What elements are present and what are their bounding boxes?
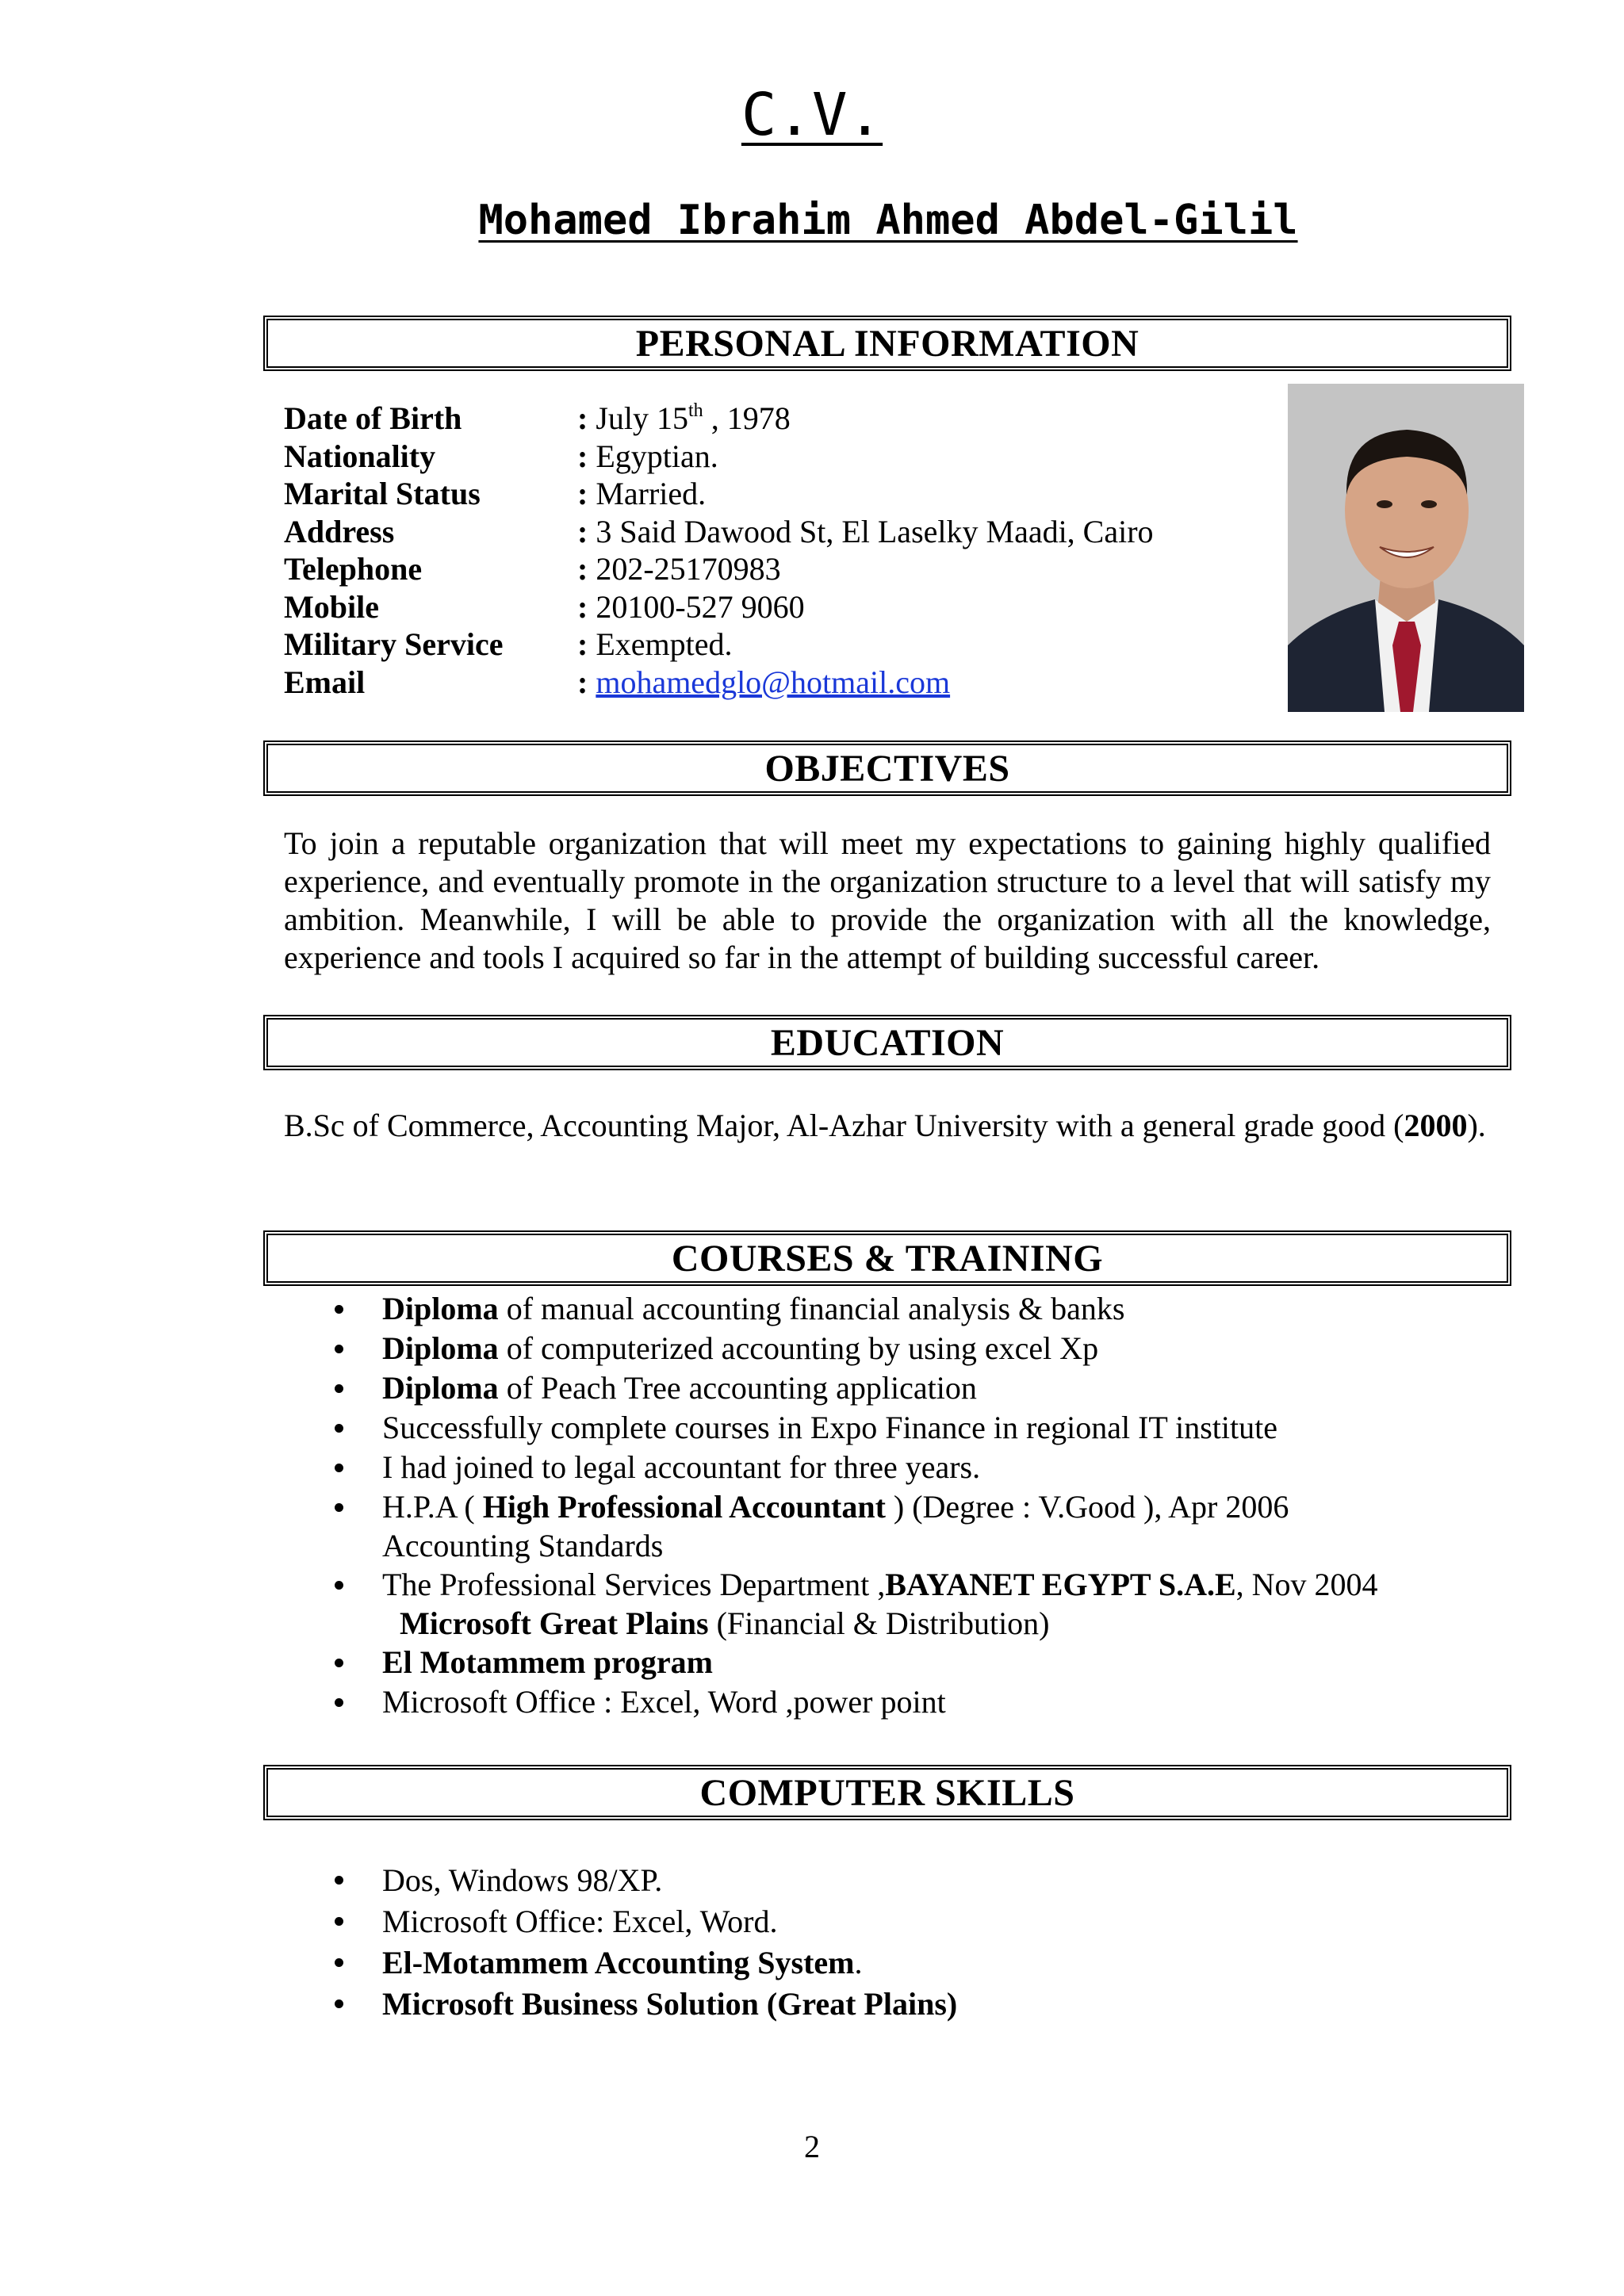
nationality-label: Nationality <box>284 438 436 474</box>
mobile-row: Mobile : 20100-527 9060 <box>284 588 805 625</box>
education-degree: B.Sc of Commerce, Accounting Major, Al-Azhar University with a general grade good <box>284 1108 1386 1143</box>
dob-month: July 15 <box>596 400 689 436</box>
course-1-bold: Diploma <box>382 1291 499 1326</box>
skill-2-text: Microsoft Office: Excel, Word. <box>382 1904 778 1939</box>
email-link[interactable]: mohamedglo@hotmail.com <box>596 664 951 700</box>
profile-photo <box>1288 384 1524 712</box>
list-item <box>284 1329 1378 1368</box>
objectives-text <box>284 825 1491 977</box>
dob-row <box>284 400 1154 438</box>
list-item <box>284 1984 957 2025</box>
list-item <box>284 1408 1378 1448</box>
education-year: 2000 <box>1404 1108 1468 1143</box>
list-item <box>284 1682 1378 1722</box>
section-heading-objectives: OBJECTIVES <box>263 740 1511 796</box>
objectives-paragraph: To join a reputable organization that will meet my expectations to gaining highly qualified experience, and eventually promote in the organization structure to a level that will satisfy my ambition. Meanwhile, I will be able to provide the organization with all the knowledge, experience and tools I acquired so far in the attempt of building successful career. <box>284 825 1491 975</box>
course-7-bold: BAYANET EGYPT S.A.E <box>885 1567 1236 1602</box>
page-number: 2 <box>804 2129 820 2164</box>
course-7-pre: The Professional Services Department , <box>382 1567 886 1602</box>
education-paren-open: ( <box>1393 1108 1404 1143</box>
course-4-text: Successfully complete courses in Expo Finance in regional IT institute <box>382 1410 1278 1445</box>
course-6-text: ) (Degree : V.Good ), Apr 2006 <box>885 1489 1289 1525</box>
address-row: Address : 3 Said Dawood St, El Laselky Maadi, Cairo <box>284 513 1154 549</box>
education-text <box>284 1107 1491 1145</box>
marital-label: Marital Status <box>284 476 481 511</box>
cv-title: C.V. <box>741 81 883 149</box>
course-5-text: I had joined to legal accountant for three years. <box>382 1449 981 1485</box>
telephone-label: Telephone <box>284 551 423 587</box>
computer-skills-list <box>284 1860 957 2025</box>
course-7-sub-text: (Financial & Distribution) <box>708 1605 1050 1641</box>
list-item <box>284 1643 1378 1682</box>
list-item <box>284 1901 957 1942</box>
dob-suffix: th <box>688 400 703 421</box>
list-item <box>284 1487 1378 1565</box>
address-label: Address <box>284 513 395 549</box>
military-value: Exempted. <box>596 626 733 662</box>
course-3-text: of Peach Tree accounting application <box>498 1370 977 1406</box>
nationality-value: Egyptian. <box>596 438 718 474</box>
marital-value: Married. <box>596 476 707 511</box>
skill-4-bold: Microsoft Business Solution (Great Plains) <box>382 1986 958 2022</box>
course-2-text: of computerized accounting by using excel Xp <box>498 1330 1099 1366</box>
military-label: Military Service <box>284 626 504 662</box>
courses-list <box>284 1289 1378 1722</box>
military-row: Military Service : Exempted. <box>284 626 733 662</box>
email-row: Email : mohamedglo@hotmail.com <box>284 664 951 700</box>
skill-3-bold: El-Motammem Accounting System <box>382 1945 855 1980</box>
course-3-bold: Diploma <box>382 1370 499 1406</box>
course-6-bold: High Professional Accountant <box>482 1489 886 1525</box>
education-paren-close: ). <box>1467 1108 1486 1143</box>
section-heading-computer-skills: COMPUTER SKILLS <box>263 1765 1511 1820</box>
course-6-sub: Accounting Standards <box>382 1528 664 1563</box>
course-7-sub-bold: Microsoft Great Plains <box>400 1605 709 1641</box>
section-heading-courses-training: COURSES & TRAINING <box>263 1230 1511 1286</box>
list-item <box>284 1368 1378 1408</box>
candidate-name: Mohamed Ibrahim Ahmed Abdel-Gilil <box>478 197 1298 244</box>
list-item <box>284 1565 1378 1643</box>
list-item <box>284 1448 1378 1487</box>
mobile-label: Mobile <box>284 588 379 625</box>
course-6-pre: H.P.A ( <box>382 1489 483 1525</box>
nationality-row: Nationality : Egyptian. <box>284 438 718 474</box>
course-7-text: , Nov 2004 <box>1235 1567 1378 1602</box>
course-1-text: of manual accounting financial analysis & banks <box>498 1291 1125 1326</box>
list-item <box>284 1942 957 1984</box>
list-item <box>284 1289 1378 1329</box>
course-8-bold: El Motammem program <box>382 1644 713 1680</box>
course-9-text: Microsoft Office : Excel, Word ,power point <box>382 1684 946 1720</box>
portrait-illustration <box>1288 384 1524 712</box>
dob-label: Date of Birth <box>284 400 462 436</box>
marital-row: Marital Status : Married. <box>284 476 707 511</box>
telephone-value: 202-25170983 <box>596 551 781 587</box>
telephone-row: Telephone : 202-25170983 <box>284 551 781 587</box>
address-value: 3 Said Dawood St, El Laselky Maadi, Cairo <box>596 513 1154 549</box>
section-heading-personal-information: PERSONAL INFORMATION <box>263 316 1511 371</box>
personal-info-list <box>284 400 1154 701</box>
skill-1-text: Dos, Windows 98/XP. <box>382 1862 663 1898</box>
course-7-sub <box>382 1605 1378 1643</box>
list-item <box>284 1860 957 1901</box>
dob-year: , 1978 <box>710 400 791 436</box>
course-2-bold: Diploma <box>382 1330 499 1366</box>
email-label: Email <box>284 664 366 700</box>
dob-separator: : <box>577 400 588 436</box>
skill-3-tail: . <box>854 1945 863 1980</box>
section-heading-education: EDUCATION <box>263 1015 1511 1070</box>
mobile-value: 20100-527 9060 <box>596 588 805 625</box>
